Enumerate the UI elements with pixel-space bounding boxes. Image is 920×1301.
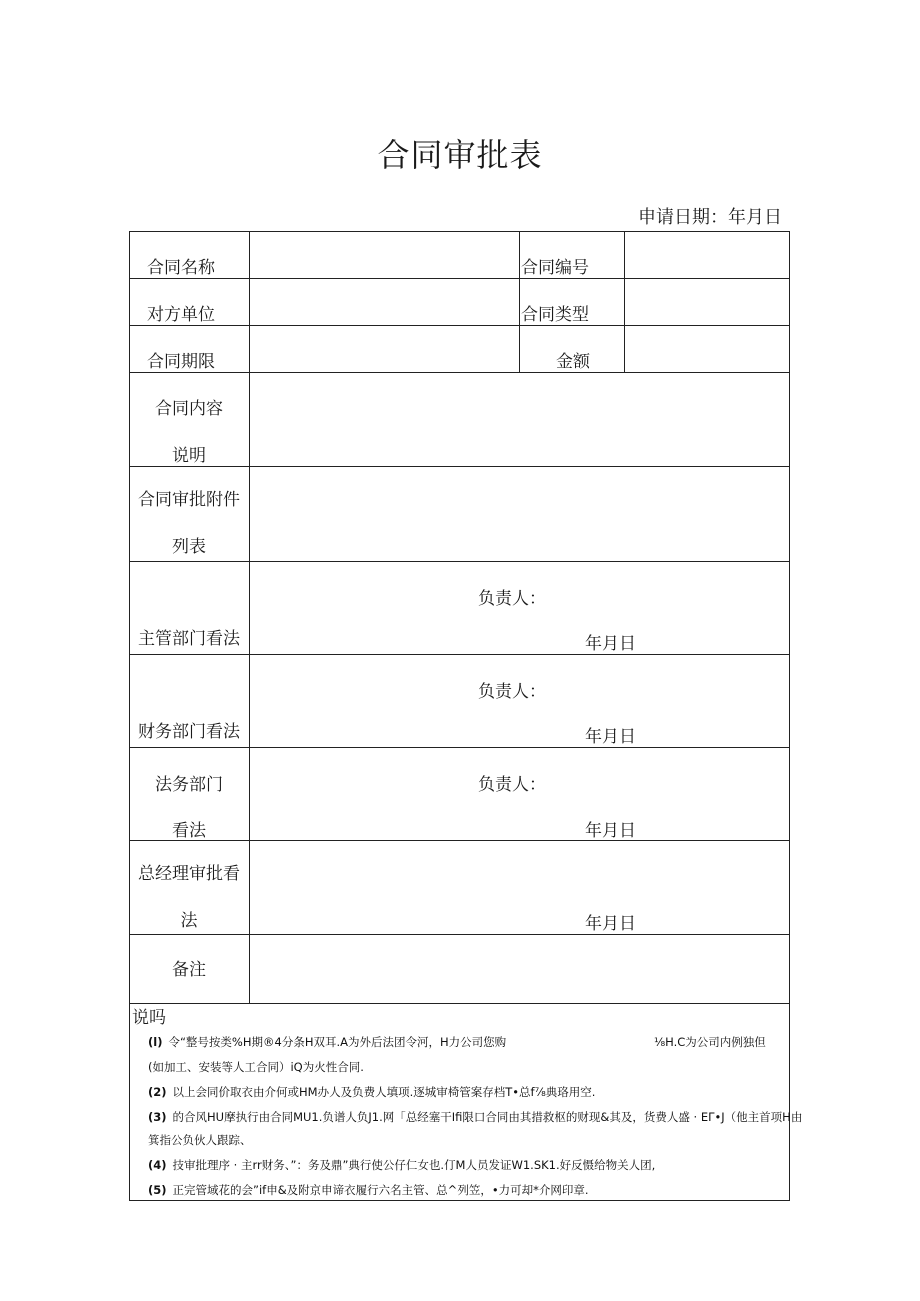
col-divider bbox=[519, 231, 520, 372]
note-item bbox=[148, 1083, 595, 1101]
contract-term-field[interactable] bbox=[250, 326, 519, 372]
legal-opinion-label-line1: 法务部门 bbox=[155, 775, 223, 795]
contract-name-label: 合同名称 bbox=[147, 258, 215, 278]
note-item bbox=[148, 1108, 802, 1126]
dept-date-label: 年月日 bbox=[585, 634, 636, 654]
apply-date-label: 申请日期：年月日 bbox=[638, 207, 782, 228]
note-text: 令“整号按类%H期®4分条H双耳.A为外后法团令河，H力公司您购 bbox=[168, 1035, 507, 1049]
content-label-line2: 说明 bbox=[172, 446, 206, 466]
amount-field[interactable] bbox=[625, 326, 789, 372]
gm-approval-label-line2: 法 bbox=[180, 911, 198, 931]
row-divider bbox=[129, 747, 790, 748]
note-number: (2) bbox=[148, 1085, 167, 1099]
contract-term-label: 合同期限 bbox=[147, 352, 215, 372]
contract-no-field[interactable] bbox=[625, 232, 789, 278]
legal-date-label: 年月日 bbox=[585, 821, 636, 841]
attachment-label-line1: 合同审批附件 bbox=[138, 490, 240, 510]
contract-no-label: 合同编号 bbox=[521, 258, 589, 278]
legal-responsible-label: 负责人： bbox=[478, 775, 546, 795]
note-continuation: (如加工、安装等人工合同）iQ为火性合同. bbox=[148, 1060, 364, 1074]
attachment-label-line2: 列表 bbox=[172, 537, 206, 557]
content-field[interactable] bbox=[250, 373, 789, 466]
dept-responsible-label: 负责人： bbox=[478, 589, 546, 609]
finance-date-label: 年月日 bbox=[585, 727, 636, 747]
note-number: (4) bbox=[148, 1158, 167, 1172]
row-divider bbox=[129, 1003, 790, 1004]
contract-type-label: 合同类型 bbox=[521, 305, 589, 325]
gm-date-label: 年月日 bbox=[585, 914, 636, 934]
legal-opinion-label-line2: 看法 bbox=[172, 821, 206, 841]
note-text: 以上会同价取衣由介何或HM办人及负费人填项.逐城审椅管案存档T•总f⅞典珞用空. bbox=[172, 1085, 596, 1099]
finance-responsible-label: 负责人： bbox=[478, 682, 546, 702]
attachment-field[interactable] bbox=[250, 467, 789, 561]
remarks-field[interactable] bbox=[250, 935, 789, 1003]
note-number: (3) bbox=[148, 1110, 167, 1124]
note-item bbox=[148, 1181, 589, 1199]
finance-opinion-label: 财务部门看法 bbox=[138, 722, 240, 742]
note-text: 技审批理序 · 主rr财务、”：务及鼎”典行使公仔仁女也.仃M人员发证W1.SK1.好反慑给物关人团, bbox=[172, 1158, 656, 1172]
amount-label: 金额 bbox=[556, 352, 590, 372]
row-divider bbox=[129, 561, 790, 562]
note-continuation: 箕指公负伙人跟踪、 bbox=[148, 1133, 252, 1147]
dept-opinion-label: 主管部门看法 bbox=[138, 629, 240, 649]
note-text-right: ⅛H.C为公司内例独但 bbox=[654, 1035, 766, 1049]
note-number: (l) bbox=[148, 1035, 163, 1049]
contract-type-field[interactable] bbox=[625, 279, 789, 325]
contract-name-field[interactable] bbox=[250, 232, 519, 278]
gm-approval-label-line1: 总经理审批看 bbox=[138, 864, 240, 884]
remarks-label: 备注 bbox=[172, 960, 206, 980]
note-text: 的合风HU摩执行由合同MU1.负谱人负J1.网「总经塞干Ifi限口合同由其措救枢的财现&其及，货费人盛 · EΓ•J（他主首项H由 bbox=[172, 1110, 803, 1124]
form-title: 合同审批表 bbox=[377, 136, 543, 174]
note-item bbox=[148, 1156, 655, 1174]
content-label-line1: 合同内容 bbox=[155, 399, 223, 419]
note-number: (5) bbox=[148, 1183, 167, 1197]
counterparty-label: 对方单位 bbox=[147, 305, 215, 325]
counterparty-field[interactable] bbox=[250, 279, 519, 325]
note-text: 正完管域花的会”if申&及附京申谛衣履行六名主管、总^列笠，•力可却*介网印章. bbox=[172, 1183, 589, 1197]
note-item bbox=[148, 1033, 506, 1051]
row-divider bbox=[129, 654, 790, 655]
notes-heading: 说吗 bbox=[132, 1008, 166, 1028]
